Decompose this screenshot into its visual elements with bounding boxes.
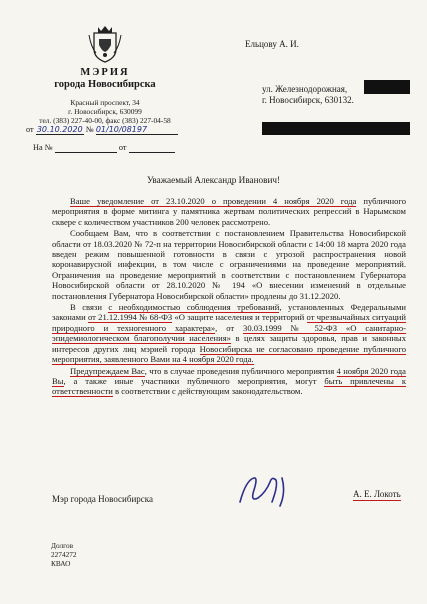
paragraph-1-rest: публичного мероприятия в форме митинга у памятника жертвам политических репрессий в Нарымском сквере с количеством участников 200 человек рассмотрено. [52,196,406,227]
text-run: , установленных Федеральными законами [52,302,406,323]
org-name: МЭРИЯ [80,67,130,78]
executor-info [51,541,77,568]
org-postcode: г. Новосибирск, 630099 [68,107,142,116]
executor-dept: КВАО [51,559,71,568]
paragraph-2: Сообщаем Вам, что в соответствии с постановлением Правительства Новосибирской области от 18.03.2020 № 72-п на территории Новосибирской области с 14:00 18 марта 2020 года введен режим повышенной готовности в связи с угрозой распространения новой коронавирусной инфекции, в том числе с ограничениями на проведение мероприятий. Ограничения на проведение мероприятий в соответствии с постановлением Губернатора Новосибирской области от 28.10.2020 № 194 «О внесении изменений в отдельные постановления Губернатора Новосибирской области» продлены до 31.12.2020. [52,228,406,301]
underlined-phrase: 30.03.1999 № 52-ФЗ [243,322,338,333]
org-phone: тел. (383) 227-40-00, факс (383) 227-04-58 [39,116,171,125]
number-handwritten: 01/10/08197 [96,125,178,135]
recipient-address [262,84,354,106]
paragraph-4 [52,366,406,397]
org-header [25,67,185,90]
redaction-bar [262,122,410,135]
ot-label: от [118,143,127,152]
underlined-phrase: «О санитарно-эпидемиологическом благополучии населения» [52,322,406,344]
handwritten-signature [232,472,302,512]
greeting: Уважаемый Александр Иванович! [146,175,281,185]
text-run: в соответствии с действующим законодательством. [112,386,303,397]
city-coat-of-arms-icon [88,25,122,63]
underlined-phrase: с необходимостью соблюдения требований [108,302,280,313]
text-run: , что в случае проведения публичного мероприятия [144,365,337,376]
org-street: Красный проспект, 34 [70,98,140,107]
recipient-name: Ельцову А. И. [245,39,299,49]
paragraph-3 [52,302,406,364]
underlined-phrase: быть привлечены к ответственности [52,375,406,397]
text-run: В связи [70,302,109,313]
text-run: в целях защиты здоровья, прав и законных интересов других лиц мэрией города [52,333,406,354]
org-address [25,98,185,125]
signatory-position: Мэр города Новосибирска [52,494,153,504]
from-label: от [26,125,34,134]
executor-phone: 2274272 [51,550,77,559]
underlined-phrase: Ваше уведомление от 23.10.2020 о проведении 4 ноября 2020 года [70,196,357,206]
underlined-phrase: от чрезвычайных ситуаций природного и техногенного характера» [52,312,406,333]
signatory-name: А. Е. Локоть [353,489,401,499]
number-sign: № [85,125,94,134]
outgoing-ref [26,125,196,135]
redaction-bar [364,80,410,94]
underlined-phrase: Предупреждаем Вас [70,365,145,376]
date-handwritten: 30.10.2020 [36,125,83,134]
text-run: «О защите населения и территорий [172,312,307,323]
incoming-ref [33,143,203,153]
org-city: города Новосибирска [54,79,156,90]
recipient-city: г. Новосибирск, 630132. [262,95,354,105]
letter-body [52,196,406,398]
text-run: , от [215,322,244,333]
paragraph-1 [52,196,406,227]
executor-name: Долгов [51,541,74,550]
underlined-phrase: от 21.12.1994 № 68-ФЗ [87,312,173,323]
underlined-phrase: 4 ноября 2020 года Вы [52,365,406,386]
na-label: На № [33,143,53,152]
recipient-street: ул. Железнодорожная, [262,84,348,94]
text-run: , а также иные участники публичного мероприятия, могут [63,375,325,386]
underlined-phrase: Новосибирска не согласовано проведение публичного мероприятия, заявленного Вами на 4 ноября 2020 года. [52,343,406,365]
